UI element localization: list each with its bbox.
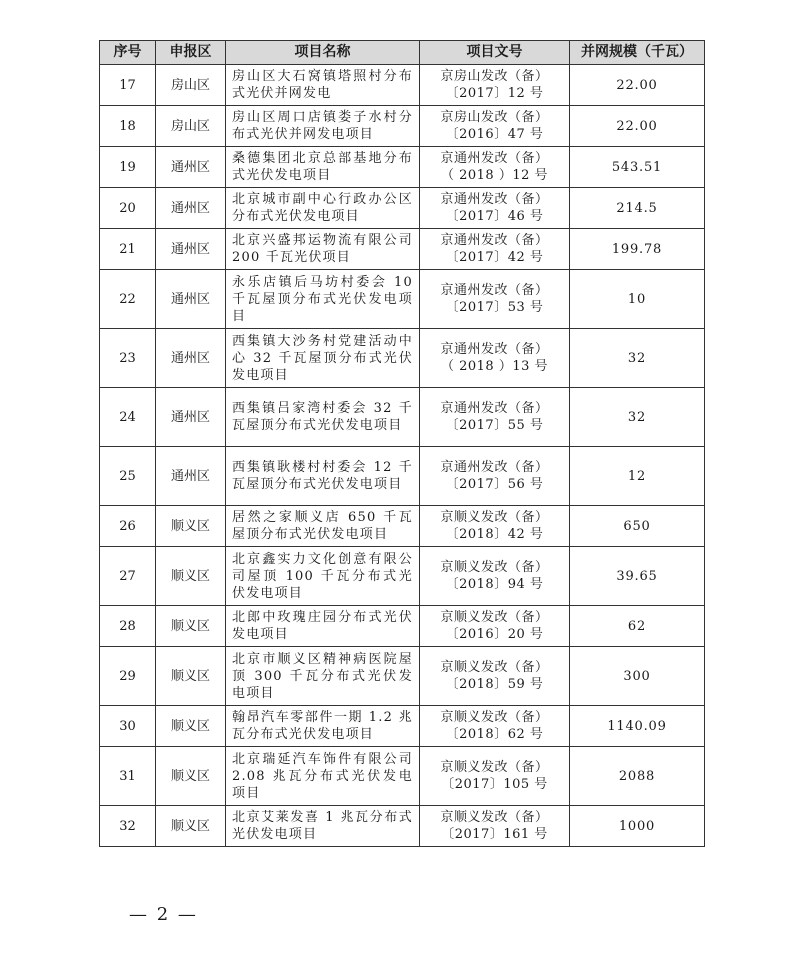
cell-grid-capacity: 543.51: [570, 147, 705, 188]
document-no-line-1: 京顺义发改（备）: [440, 710, 549, 725]
document-no-line-1: 京通州发改（备）: [440, 401, 549, 416]
cell-district: 顺义区: [156, 647, 226, 706]
cell-grid-capacity: 1000: [570, 806, 705, 847]
cell-document-no: [420, 388, 570, 447]
cell-project-name: 北郎中玫瑰庄园分布式光伏发电项目: [226, 606, 420, 647]
document-no-line-1: 京顺义发改（备）: [440, 810, 549, 825]
header-document-no: 项目文号: [420, 41, 570, 65]
cell-serial-no: 17: [100, 65, 156, 106]
cell-serial-no: 24: [100, 388, 156, 447]
document-no-line-1: 京通州发改（备）: [440, 151, 549, 166]
page-number: — 2 —: [129, 904, 198, 925]
document-no-line-1: 京通州发改（备）: [440, 342, 549, 357]
cell-serial-no: 21: [100, 229, 156, 270]
cell-serial-no: 27: [100, 547, 156, 606]
header-serial-no: 序号: [100, 41, 156, 65]
cell-serial-no: 20: [100, 188, 156, 229]
table-row: [100, 647, 705, 706]
cell-serial-no: 31: [100, 747, 156, 806]
document-no-line-1: 京房山发改（备）: [440, 110, 549, 125]
cell-document-no: [420, 706, 570, 747]
cell-project-name: 北京艾莱发喜 1 兆瓦分布式光伏发电项目: [226, 806, 420, 847]
table-row: [100, 806, 705, 847]
table-header-row: [100, 41, 705, 65]
document-no-line-1: 京顺义发改（备）: [440, 660, 549, 675]
cell-grid-capacity: 199.78: [570, 229, 705, 270]
table-row: [100, 606, 705, 647]
project-table: [99, 40, 705, 847]
cell-project-name: 西集镇耿楼村村委会 12 千瓦屋顶分布式光伏发电项目: [226, 447, 420, 506]
cell-grid-capacity: 214.5: [570, 188, 705, 229]
cell-serial-no: 30: [100, 706, 156, 747]
cell-document-no: [420, 329, 570, 388]
cell-grid-capacity: 62: [570, 606, 705, 647]
table-row: [100, 447, 705, 506]
document-no-line-2: 〔2018〕59 号: [445, 677, 544, 692]
document-no-line-2: 〔2017〕53 号: [445, 300, 544, 315]
cell-document-no: [420, 229, 570, 270]
table-row: [100, 106, 705, 147]
header-district: 申报区: [156, 41, 226, 65]
cell-district: 顺义区: [156, 806, 226, 847]
cell-project-name: 桑德集团北京总部基地分布式光伏发电项目: [226, 147, 420, 188]
cell-district: 通州区: [156, 147, 226, 188]
document-no-line-1: 京房山发改（备）: [440, 69, 549, 84]
document-no-line-1: 京顺义发改（备）: [440, 510, 549, 525]
cell-project-name: 房山区周口店镇娄子水村分布式光伏并网发电项目: [226, 106, 420, 147]
cell-district: 顺义区: [156, 547, 226, 606]
document-no-line-2: 〔2017〕42 号: [445, 250, 544, 265]
cell-district: 房山区: [156, 106, 226, 147]
cell-grid-capacity: 22.00: [570, 65, 705, 106]
document-no-line-1: 京通州发改（备）: [440, 460, 549, 475]
table-row: [100, 388, 705, 447]
cell-serial-no: 19: [100, 147, 156, 188]
document-no-line-2: （ 2018 ）12 号: [440, 168, 549, 183]
cell-district: 顺义区: [156, 747, 226, 806]
cell-document-no: [420, 647, 570, 706]
cell-district: 通州区: [156, 388, 226, 447]
cell-grid-capacity: 22.00: [570, 106, 705, 147]
cell-project-name: 北京城市副中心行政办公区分布式光伏发电项目: [226, 188, 420, 229]
cell-district: 通州区: [156, 188, 226, 229]
cell-serial-no: 25: [100, 447, 156, 506]
table-row: [100, 747, 705, 806]
document-no-line-1: 京顺义发改（备）: [440, 610, 549, 625]
cell-project-name: 北京兴盛邦运物流有限公司 200 千瓦光伏项目: [226, 229, 420, 270]
header-grid-capacity: 并网规模（千瓦）: [570, 41, 705, 65]
cell-district: 通州区: [156, 229, 226, 270]
cell-project-name: 北京鑫实力文化创意有限公司屋顶 100 千瓦分布式光伏发电项目: [226, 547, 420, 606]
cell-document-no: [420, 65, 570, 106]
document-no-line-1: 京通州发改（备）: [440, 283, 549, 298]
document-no-line-2: 〔2017〕161 号: [441, 827, 548, 842]
cell-project-name: 北京瑞延汽车饰件有限公司 2.08 兆瓦分布式光伏发电项目: [226, 747, 420, 806]
cell-district: 顺义区: [156, 606, 226, 647]
table-row: [100, 329, 705, 388]
cell-district: 通州区: [156, 329, 226, 388]
cell-grid-capacity: 300: [570, 647, 705, 706]
cell-grid-capacity: 12: [570, 447, 705, 506]
cell-serial-no: 23: [100, 329, 156, 388]
document-no-line-2: 〔2017〕105 号: [441, 777, 548, 792]
cell-serial-no: 26: [100, 506, 156, 547]
document-no-line-2: 〔2017〕46 号: [445, 209, 544, 224]
cell-grid-capacity: 650: [570, 506, 705, 547]
cell-serial-no: 22: [100, 270, 156, 329]
cell-project-name: 居然之家顺义店 650 千瓦屋顶分布式光伏发电项目: [226, 506, 420, 547]
cell-district: 通州区: [156, 447, 226, 506]
table-row: [100, 147, 705, 188]
cell-district: 房山区: [156, 65, 226, 106]
cell-document-no: [420, 747, 570, 806]
document-no-line-1: 京通州发改（备）: [440, 233, 549, 248]
document-no-line-2: 〔2016〕20 号: [445, 627, 544, 642]
header-project-name: 项目名称: [226, 41, 420, 65]
cell-project-name: 翰昂汽车零部件一期 1.2 兆瓦分布式光伏发电项目: [226, 706, 420, 747]
document-no-line-2: 〔2018〕42 号: [445, 527, 544, 542]
cell-grid-capacity: 2088: [570, 747, 705, 806]
cell-document-no: [420, 447, 570, 506]
document-no-line-1: 京顺义发改（备）: [440, 760, 549, 775]
cell-project-name: 永乐店镇后马坊村委会 10 千瓦屋顶分布式光伏发电项目: [226, 270, 420, 329]
cell-grid-capacity: 1140.09: [570, 706, 705, 747]
cell-document-no: [420, 188, 570, 229]
cell-project-name: 北京市顺义区精神病医院屋顶 300 千瓦分布式光伏发电项目: [226, 647, 420, 706]
cell-district: 顺义区: [156, 706, 226, 747]
cell-grid-capacity: 32: [570, 329, 705, 388]
cell-document-no: [420, 147, 570, 188]
cell-document-no: [420, 106, 570, 147]
cell-project-name: 西集镇大沙务村党建活动中心 32 千瓦屋顶分布式光伏发电项目: [226, 329, 420, 388]
cell-grid-capacity: 39.65: [570, 547, 705, 606]
table-row: [100, 706, 705, 747]
document-no-line-2: 〔2017〕56 号: [445, 477, 544, 492]
cell-serial-no: 18: [100, 106, 156, 147]
cell-document-no: [420, 606, 570, 647]
cell-district: 顺义区: [156, 506, 226, 547]
table-row: [100, 547, 705, 606]
document-no-line-2: 〔2016〕47 号: [445, 127, 544, 142]
cell-grid-capacity: 10: [570, 270, 705, 329]
document-no-line-2: 〔2017〕55 号: [445, 418, 544, 433]
cell-document-no: [420, 506, 570, 547]
cell-serial-no: 32: [100, 806, 156, 847]
document-no-line-2: 〔2018〕94 号: [445, 577, 544, 592]
document-no-line-2: （ 2018 ）13 号: [440, 359, 549, 374]
cell-document-no: [420, 270, 570, 329]
cell-project-name: 房山区大石窝镇塔照村分布式光伏并网发电: [226, 65, 420, 106]
table-row: [100, 270, 705, 329]
cell-district: 通州区: [156, 270, 226, 329]
document-no-line-1: 京通州发改（备）: [440, 192, 549, 207]
cell-document-no: [420, 547, 570, 606]
document-no-line-2: 〔2017〕12 号: [445, 86, 544, 101]
cell-grid-capacity: 32: [570, 388, 705, 447]
table-row: [100, 188, 705, 229]
cell-serial-no: 29: [100, 647, 156, 706]
cell-serial-no: 28: [100, 606, 156, 647]
document-no-line-1: 京顺义发改（备）: [440, 560, 549, 575]
cell-document-no: [420, 806, 570, 847]
cell-project-name: 西集镇吕家湾村委会 32 千瓦屋顶分布式光伏发电项目: [226, 388, 420, 447]
table-row: [100, 229, 705, 270]
document-no-line-2: 〔2018〕62 号: [445, 727, 544, 742]
table-row: [100, 506, 705, 547]
table-row: [100, 65, 705, 106]
